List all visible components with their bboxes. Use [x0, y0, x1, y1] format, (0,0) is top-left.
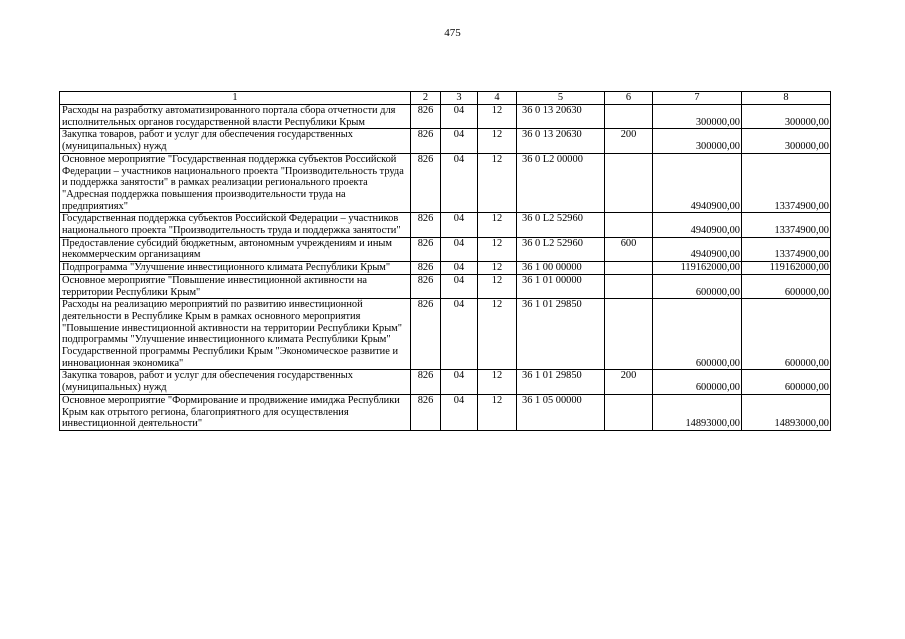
grbs-code: 826 — [411, 213, 441, 237]
row-name: Подпрограмма "Улучшение инвестиционного климата Республики Крым" — [60, 262, 411, 275]
table-row — [60, 105, 831, 129]
target-article-code: 36 1 00 00000 — [517, 262, 605, 275]
table-row — [60, 274, 831, 298]
column-header: 7 — [653, 92, 742, 105]
amount-year-1: 4940900,00 — [653, 237, 742, 261]
table-row — [60, 237, 831, 261]
section-code: 04 — [441, 370, 478, 394]
expense-type-code — [605, 274, 653, 298]
column-header: 1 — [60, 92, 411, 105]
target-article-code: 36 0 L2 00000 — [517, 153, 605, 213]
subsection-code: 12 — [478, 262, 517, 275]
section-code: 04 — [441, 299, 478, 370]
section-code: 04 — [441, 153, 478, 213]
expense-type-code — [605, 213, 653, 237]
target-article-code: 36 1 05 00000 — [517, 394, 605, 430]
row-name: Расходы на разработку автоматизированного портала сбора отчетности для исполнительных органов государственной власти Республики Крым — [60, 105, 411, 129]
grbs-code: 826 — [411, 237, 441, 261]
amount-year-2: 13374900,00 — [742, 213, 831, 237]
row-name: Основное мероприятие "Формирование и продвижение имиджа Республики Крым как отрытого региона, благоприятного для осуществления инвестиционной деятельности" — [60, 394, 411, 430]
section-code: 04 — [441, 262, 478, 275]
row-name: Основное мероприятие "Государственная поддержка субъектов Российской Федерации – участников национального проекта "Производительность труда и поддержка занятости" в рамках реализации регионального проекта "Адресная поддержка повышения производительности труда на предприятиях" — [60, 153, 411, 213]
expense-type-code: 200 — [605, 129, 653, 153]
amount-year-1: 600000,00 — [653, 370, 742, 394]
amount-year-1: 4940900,00 — [653, 153, 742, 213]
expense-type-code — [605, 299, 653, 370]
expense-type-code — [605, 105, 653, 129]
subsection-code: 12 — [478, 237, 517, 261]
grbs-code: 826 — [411, 299, 441, 370]
table-row — [60, 262, 831, 275]
table-row — [60, 299, 831, 370]
section-code: 04 — [441, 394, 478, 430]
target-article-code: 36 1 01 00000 — [517, 274, 605, 298]
expense-type-code — [605, 394, 653, 430]
amount-year-2: 300000,00 — [742, 105, 831, 129]
amount-year-1: 600000,00 — [653, 299, 742, 370]
column-header: 3 — [441, 92, 478, 105]
column-header: 6 — [605, 92, 653, 105]
row-name: Расходы на реализацию мероприятий по развитию инвестиционной деятельности в Республике Крым в рамках основного мероприятия "Повышение инвестиционной активности на территории Республики Крым" подпрограммы "Улучшение инвестиционного климата Республики Крым" Государственной программы Республики Крым "Экономическое развитие и инновационная экономика" — [60, 299, 411, 370]
subsection-code: 12 — [478, 394, 517, 430]
page-number: 475 — [444, 27, 461, 39]
expense-type-code: 200 — [605, 370, 653, 394]
subsection-code: 12 — [478, 129, 517, 153]
section-code: 04 — [441, 105, 478, 129]
table-row — [60, 129, 831, 153]
amount-year-1: 600000,00 — [653, 274, 742, 298]
column-header: 2 — [411, 92, 441, 105]
section-code: 04 — [441, 237, 478, 261]
amount-year-1: 300000,00 — [653, 105, 742, 129]
target-article-code: 36 0 L2 52960 — [517, 213, 605, 237]
grbs-code: 826 — [411, 129, 441, 153]
grbs-code: 826 — [411, 394, 441, 430]
amount-year-1: 300000,00 — [653, 129, 742, 153]
grbs-code: 826 — [411, 105, 441, 129]
amount-year-2: 300000,00 — [742, 129, 831, 153]
subsection-code: 12 — [478, 370, 517, 394]
amount-year-2: 600000,00 — [742, 274, 831, 298]
amount-year-2: 13374900,00 — [742, 153, 831, 213]
amount-year-1: 14893000,00 — [653, 394, 742, 430]
target-article-code: 36 1 01 29850 — [517, 370, 605, 394]
table-row — [60, 213, 831, 237]
amount-year-2: 600000,00 — [742, 299, 831, 370]
row-name: Закупка товаров, работ и услуг для обеспечения государственных (муниципальных) нужд — [60, 370, 411, 394]
grbs-code: 826 — [411, 274, 441, 298]
amount-year-2: 600000,00 — [742, 370, 831, 394]
expense-type-code — [605, 153, 653, 213]
subsection-code: 12 — [478, 213, 517, 237]
table-row — [60, 370, 831, 394]
target-article-code: 36 1 01 29850 — [517, 299, 605, 370]
amount-year-1: 119162000,00 — [653, 262, 742, 275]
grbs-code: 826 — [411, 153, 441, 213]
row-name: Предоставление субсидий бюджетным, автономным учреждениям и иным некоммерческим организациям — [60, 237, 411, 261]
expense-type-code — [605, 262, 653, 275]
target-article-code: 36 0 L2 52960 — [517, 237, 605, 261]
section-code: 04 — [441, 274, 478, 298]
subsection-code: 12 — [478, 299, 517, 370]
target-article-code: 36 0 13 20630 — [517, 105, 605, 129]
amount-year-1: 4940900,00 — [653, 213, 742, 237]
header-row — [60, 92, 831, 105]
row-name: Государственная поддержка субъектов Российской Федерации – участников национального проекта "Производительность труда и поддержка занятости" — [60, 213, 411, 237]
subsection-code: 12 — [478, 274, 517, 298]
target-article-code: 36 0 13 20630 — [517, 129, 605, 153]
table-row — [60, 153, 831, 213]
expense-type-code: 600 — [605, 237, 653, 261]
budget-table — [59, 91, 831, 431]
grbs-code: 826 — [411, 262, 441, 275]
row-name: Закупка товаров, работ и услуг для обеспечения государственных (муниципальных) нужд — [60, 129, 411, 153]
amount-year-2: 13374900,00 — [742, 237, 831, 261]
subsection-code: 12 — [478, 105, 517, 129]
column-header: 8 — [742, 92, 831, 105]
grbs-code: 826 — [411, 370, 441, 394]
section-code: 04 — [441, 213, 478, 237]
table-row — [60, 394, 831, 430]
column-header: 4 — [478, 92, 517, 105]
subsection-code: 12 — [478, 153, 517, 213]
column-header: 5 — [517, 92, 605, 105]
row-name: Основное мероприятие "Повышение инвестиционной активности на территории Республики Крым" — [60, 274, 411, 298]
section-code: 04 — [441, 129, 478, 153]
amount-year-2: 119162000,00 — [742, 262, 831, 275]
amount-year-2: 14893000,00 — [742, 394, 831, 430]
